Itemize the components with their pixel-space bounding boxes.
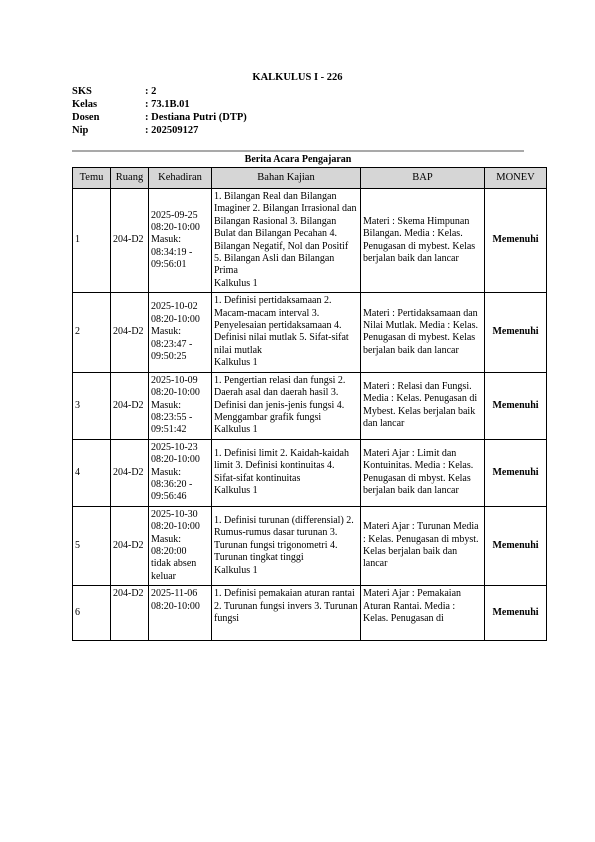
cell-temu: 1 <box>73 189 111 293</box>
bahan-topics: 1. Pengertian relasi dan fungsi 2. Daerah asal dan daerah hasil 3. Definisi dan jenis-jenis fungsi 4. Menggambar grafik fungsi <box>214 374 346 423</box>
bahan-course: Kalkulus 1 <box>214 277 258 289</box>
cell-monev: Memenuhi <box>485 506 547 585</box>
bahan-topics: 1. Definisi pemakaian aturan rantai 2. Turunan fungsi invers 3. Turunan fungsi <box>214 588 358 624</box>
bahan-course: Kalkulus 1 <box>214 485 258 497</box>
info-label: Kelas <box>72 99 98 110</box>
cell-bahan-kajian <box>212 293 361 372</box>
bahan-course: Kalkulus 1 <box>214 424 258 436</box>
cell-kehadiran: 2025-10-02 08:20-10:00 Masuk: 08:23:47 - 09:50:25 <box>149 293 212 372</box>
cell-ruang: 204-D2 <box>111 372 149 439</box>
cell-monev: Memenuhi <box>485 293 547 372</box>
info-row-kelas <box>72 98 247 111</box>
table-caption: Berita Acara Pengajaran <box>244 154 352 165</box>
cell-bahan-kajian <box>212 372 361 439</box>
cell-bap: Materi : Pertidaksamaan dan Nilai Mutlak. Media : Kelas. Penugasan di mybest. Kelas berjalan baik dan lancar <box>361 293 485 372</box>
bahan-topics: 1. Definisi pertidaksamaan 2. Macam-macam interval 3. Penyelesaian pertidaksamaan 4. Definisi nilai mutlak 5. Sifat-sifat nilai mutlak <box>214 295 349 356</box>
info-row-nip <box>72 124 247 137</box>
col-header-ruang: Ruang <box>111 168 149 189</box>
cell-kehadiran: 2025-10-30 08:20-10:00 Masuk: 08:20:00 tidak absen keluar <box>149 506 212 585</box>
cell-bap: Materi Ajar : Turunan Media : Kelas. Penugasan di mbyst. Kelas berjalan baik dan lancar <box>361 506 485 585</box>
info-label: Dosen <box>72 112 100 123</box>
table-row <box>73 189 547 293</box>
table-row <box>73 506 547 585</box>
col-header-kehadiran: Kehadiran <box>149 168 212 189</box>
table-header-row <box>73 168 547 189</box>
cell-bap-text: Materi Ajar : Pemakaian Aturan Rantai. Media : Kelas. Penugasan di <box>363 588 462 624</box>
course-info <box>72 85 247 137</box>
info-row-sks <box>72 85 247 98</box>
cell-bap <box>361 586 485 641</box>
cell-temu: 5 <box>73 506 111 585</box>
col-header-bap: BAP <box>361 168 485 189</box>
table-row <box>73 439 547 506</box>
cell-bap: Materi : Relasi dan Fungsi. Media : Kelas. Penugasan di Mybest. Kelas berjalan baik dan lancar <box>361 372 485 439</box>
cell-bahan-kajian <box>212 506 361 585</box>
info-value: : Destiana Putri (DTP) <box>145 112 247 123</box>
cell-ruang: 204-D2 <box>111 189 149 293</box>
cell-temu: 4 <box>73 439 111 506</box>
cell-bahan-kajian <box>212 189 361 293</box>
cell-temu: 3 <box>73 372 111 439</box>
cell-ruang: 204-D2 <box>111 506 149 585</box>
table-row <box>73 586 547 641</box>
bap-table <box>72 167 547 641</box>
cell-temu: 6 <box>73 586 111 641</box>
cell-monev: Memenuhi <box>485 586 547 641</box>
info-value: : 73.1B.01 <box>145 99 190 110</box>
cell-kehadiran: 2025-10-23 08:20-10:00 Masuk: 08:36:20 - 09:56:46 <box>149 439 212 506</box>
cell-kehadiran <box>149 586 212 641</box>
cell-monev: Memenuhi <box>485 189 547 293</box>
cell-monev: Memenuhi <box>485 439 547 506</box>
info-row-dosen <box>72 111 247 124</box>
horizontal-divider <box>72 150 524 152</box>
cell-bap: Materi : Skema Himpunan Bilangan. Media : Kelas. Penugasan di mybest. Kelas berjalan baik dan lancar <box>361 189 485 293</box>
cell-ruang-text: 204-D2 <box>113 588 144 600</box>
cell-monev: Memenuhi <box>485 372 547 439</box>
cell-ruang: 204-D2 <box>111 293 149 372</box>
bahan-course: Kalkulus 1 <box>214 357 258 369</box>
info-value: : 202509127 <box>145 125 199 136</box>
bahan-course: Kalkulus 1 <box>214 564 258 576</box>
bahan-topics: 1. Bilangan Real dan Bilangan Imaginer 2. Bilangan Irrasional dan Bilangan Rasional 3. Bilangan Bulat dan Bilangan Pecahan 4. Bilangan Negatif, Nol dan Positif 5. Bilangan Asli dan Bilangan Prima <box>214 191 357 277</box>
col-header-temu: Temu <box>73 168 111 189</box>
col-header-monev: MONEV <box>485 168 547 189</box>
info-label: Nip <box>72 125 89 136</box>
cell-kehadiran: 2025-10-09 08:20-10:00 Masuk: 08:23:55 - 09:51:42 <box>149 372 212 439</box>
document-title: KALKULUS I - 226 <box>252 72 343 83</box>
table-row <box>73 372 547 439</box>
bahan-topics: 1. Definisi turunan (differensial) 2. Rumus-rumus dasar turunan 3. Turunan fungsi trigonometri 4. Turunan tingkat tinggi <box>214 514 354 564</box>
cell-bap: Materi Ajar : Limit dan Kontuinitas. Media : Kelas. Penugasan di mbyst. Kelas berjalan baik dan lancar <box>361 439 485 506</box>
cell-bahan-kajian <box>212 439 361 506</box>
cell-kehadiran: 2025-09-25 08:20-10:00 Masuk: 08:34:19 - 09:56:01 <box>149 189 212 293</box>
info-label: SKS <box>72 86 92 97</box>
cell-ruang <box>111 586 149 641</box>
cell-kehadiran-text: 2025-11-06 08:20-10:00 <box>151 588 200 612</box>
col-header-bahan-kajian: Bahan Kajian <box>212 168 361 189</box>
cell-ruang: 204-D2 <box>111 439 149 506</box>
table-row <box>73 293 547 372</box>
info-value: : 2 <box>145 86 157 97</box>
cell-bahan-kajian <box>212 586 361 641</box>
bahan-topics: 1. Definisi limit 2. Kaidah-kaidah limit 3. Definisi kontinuitas 4. Sifat-sifat kontinuitas <box>214 447 349 484</box>
cell-temu: 2 <box>73 293 111 372</box>
